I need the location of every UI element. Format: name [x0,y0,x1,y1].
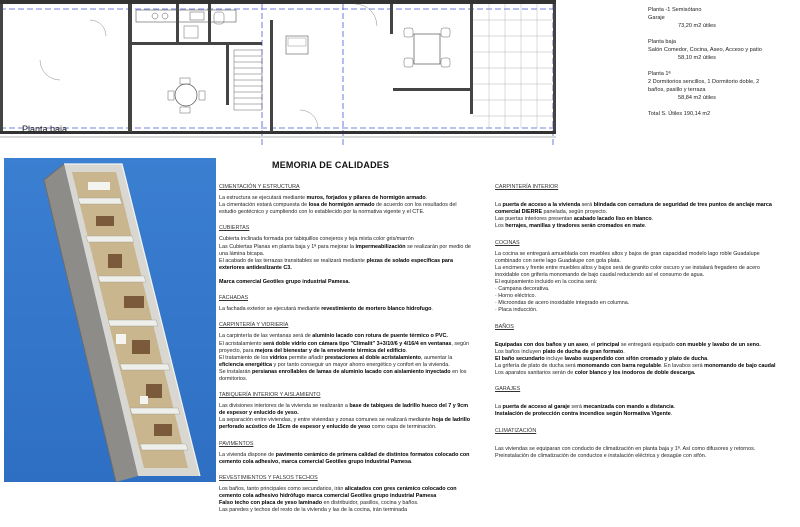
section-heading: CARPINTERÍA Y VIDRIERÍA [219,322,289,329]
area-line: Garaje [648,15,665,21]
section-paragraph: Cubierta inclinada formada por tabiquillos conejeros y teja mixta color gris/marrón [219,236,414,243]
section-heading: CARPINTERÍA INTERIOR [495,184,559,190]
area-line: 2 Dormitorios sencillos, 1 Dormitorio doble, 2 [648,79,760,85]
section-paragraph: El acabado de las terrazas transitables se realizará mediante plezas de solado específicas para exteriores antideslizante C3. [219,257,454,271]
section-paragraph: La vivienda dispone de pavimento cerámico de primera calidad de distintos formatos colocado con cemento cola adhesivo, marca comercial Geotiles grupo industrial Pamesa. [219,451,470,465]
memoria-column-left [219,184,471,514]
section-paragraph: Los herrajes, manillas y tiradores serán cromados en mate. [495,223,647,230]
section-paragraph: La encimera y frente entre muebles altos y bajos será de granito color oscuro y se instalará fregadero de acero inoxidable con grifería monomando de bajo caudal reduciendo así el consumo de agua. [495,264,760,278]
section-heading: GARAJES [495,386,521,393]
section-paragraph: El equipamiento incluido en la cocina será: [495,279,598,286]
area-line: Planta baja [648,39,676,45]
area-value: 73,20 m2 útiles [678,23,716,29]
area-block-planta-1 [648,70,796,102]
section-paragraph: Equipadas con dos baños y un aseo, el principal se entregará equipado con mueble y lavabo de un seno. [495,341,761,348]
section-paragraph: · Campana decorativa. [495,286,550,293]
section-heading: CLIMATIZACIÓN [495,427,537,434]
plan-label: Planta baja [22,124,68,134]
area-block-planta-baja [648,38,796,62]
section-heading: PAVIMENTOS [219,440,254,447]
section-paragraph: Las Cubiertas Planas en planta baja y 1ª para mejorar la impermeabilización se realizarán por medio de una lámina bicapa. [219,243,471,257]
section-paragraph: El baño secundario incluye lavabo suspendido con sifón cromado y plato de ducha. [495,355,709,362]
section-heading: COCINAS [495,239,520,246]
area-line: Salón Comedor, Cocina, Aseo, Acceso y patio [648,47,762,53]
section-paragraph: La puerta de acceso al garaje será mecanizada con mando a distancia. [495,404,676,411]
section-paragraph: Falso techo con placa de yeso laminado en distribuidor, pasillos, cocina y baños. [219,500,419,507]
axonometric-render [4,158,216,482]
section-paragraph: · Placa inducción. [495,307,538,314]
section-paragraph: Preinstalación de climatización de conductos e instalación eléctrica y desagüe con sifón. [495,452,707,459]
memoria-title: MEMORIA DE CALIDADES [272,160,390,170]
section-paragraph: La estructura se ejecutará mediante muros, forjados y pilares de hormigón armado. [219,195,428,202]
section-paragraph: Marca comercial Geotiles grupo industrial Pamesa. [219,279,350,286]
section-paragraph: Las viviendas se equiparan con conducto de climatización en planta baja y 1ª. Así como difusores y retornos. [495,445,756,452]
section-paragraph: La puerta de acceso a la vivienda será blindada con cerradura de seguridad de tres puntos de anclaje marca comercial DIERRE panelada, según proyecto. [495,202,772,216]
section-heading: FACHADAS [219,295,249,302]
section-paragraph: El acristalamiento será doble vidrio con cámara tipo "Climalit" 3+3/10/6 y 4/16/4 en ventanas, según proyecto, para mejora del bienestar y de la envolvente térmica del edificio. [219,340,470,354]
area-value: 58,84 m2 útiles [678,95,716,101]
section-paragraph: La separación entre viviendas, y entre viviendas y zonas comunes se realizará mediante hoja de ladrillo perforado acústico de 15cm de espesor y enlucido de yeso como capa de terminación. [219,417,471,431]
section-paragraph: La cocina se entregará amueblada con muebles altos y bajos de gran capacidad modelo lago roble Guadalupe combinado con serie lago Guadalupe con gola plata. [495,250,760,264]
section-heading: CIMENTACIÓN Y ESTRUCTURA [219,184,300,190]
section-paragraph: Las paredes y techos del resto de la vivienda y las de la cocina, irán terminada [219,507,408,514]
area-line: Planta -1 Semisótano [648,7,702,13]
area-total: Total S. Útiles 190,14 m2 [648,111,711,117]
section-heading: TABIQUERÍA INTERIOR Y AISLAMIENTO [219,392,321,399]
section-paragraph: Los baños incluyen plato de ducha de gran formato. [495,348,625,355]
section-paragraph: · Microondas de acero inoxidable integrado en columna. [495,300,630,307]
section-paragraph: La fachada exterior se ejecutará mediante revestimiento de mortero blanco hidrofugo. [219,306,433,313]
area-block-semisotano [648,6,796,30]
area-value: 58,10 m2 útiles [678,55,716,61]
area-line: Planta 1ª [648,71,671,77]
section-paragraph: El tratamiento de los vidrios permite añadir prestaciones al doble acristalamiento, aumentar la eficiencia energética y por tanto conseguir un mayor ahorro energético y confort en la vivienda. [219,354,453,368]
section-paragraph: La carpintería de las ventanas será de aluminio lacado con rotura de puente térmico o PVC. [219,333,448,340]
section-paragraph: Las puertas interiores presentan acabado lacado liso en blanco. [495,216,654,223]
section-paragraph: Instalación de protección contra incendios según Normativa Vigente. [495,411,673,418]
section-heading: REVESTIMIENTOS Y FALSOS TECHOS [219,474,318,481]
floor-plan-drawing [0,0,560,150]
section-paragraph: Los aparatos sanitarios serán de color blanco y los inodoros de doble descarga. [495,370,696,377]
section-paragraph: La cimentación estará compuesta de losa de hormigón armado de acuerdo con los resultados del estudio geotécnico y cumpliendo con lo establecido por la normativa vigente y el CTE. [219,202,457,216]
section-paragraph: La grifería de plato de ducha será monomando con barra regulable. En lavabos será monomando de bajo caudal [495,362,776,369]
section-paragraph: · Horno eléctrico. [495,293,537,300]
area-line: baños, pasillo y terraza [648,87,706,93]
section-paragraph: Se instalarán persianas enrollables de lamas de aluminio lacado con aislamiento inyectado en los dormitorios. [219,368,467,382]
section-heading: CUBIERTAS [219,225,250,232]
section-heading: BAÑOS [495,323,514,330]
memoria-column-right [495,184,780,460]
area-summary [648,6,796,118]
section-paragraph: Las divisiones interiores de la vivienda se realizarán a base de tabiques de ladrillo hueco del 7 y 9cm de espesor y enlucido de yeso. [219,403,468,417]
section-paragraph: Los baños, tanto principales como secundarios, irán alicatados con gres cerámico colocado con cemento cola adhesivo hidrófugo marca comercial Geotiles grupo industrial Pamesa [219,485,457,499]
